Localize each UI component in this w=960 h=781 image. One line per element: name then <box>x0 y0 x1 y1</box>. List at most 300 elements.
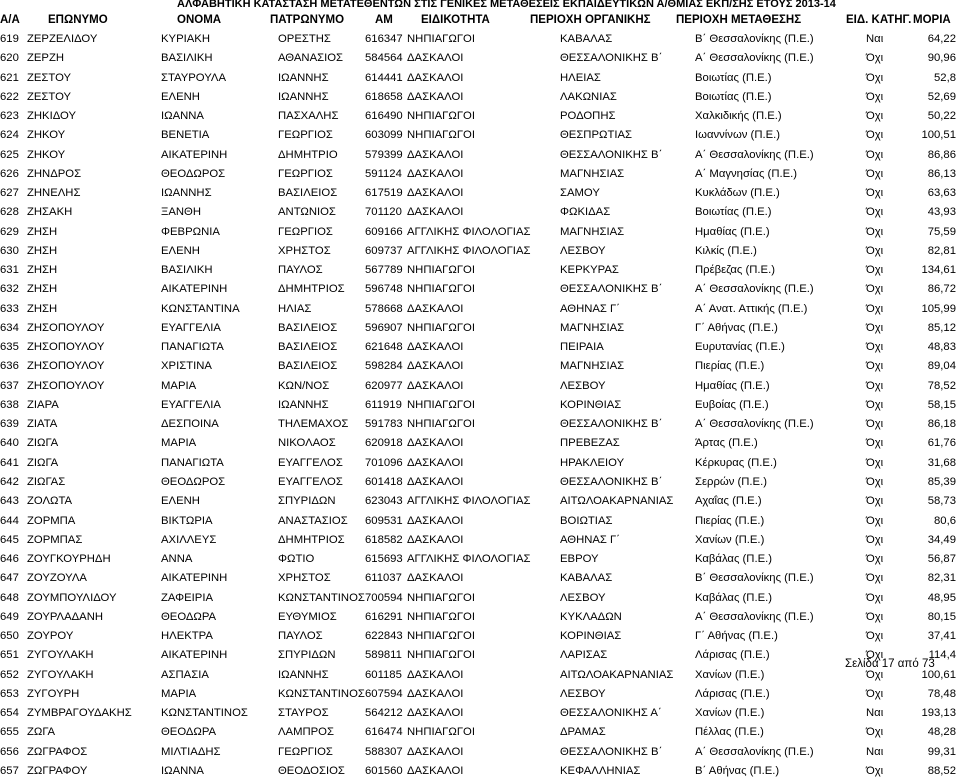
cell-no: 647 <box>0 572 19 585</box>
column-header-aa: Α/Α <box>0 14 20 26</box>
cell-score: 82,81 <box>927 244 956 257</box>
cell-no: 652 <box>0 668 19 681</box>
cell-cat: Ναι <box>866 707 884 720</box>
cell-last: ΖΕΣΤΟΥ <box>27 90 72 103</box>
cell-org: ΦΩΚΙΔΑΣ <box>560 206 611 219</box>
page-number: Σελίδα 17 από 73 <box>845 658 935 670</box>
cell-first: ΜΑΡΙΑ <box>161 379 197 392</box>
cell-cat: Όχι <box>866 553 884 566</box>
cell-last: ΖΙΩΓΑΣ <box>27 475 66 488</box>
cell-score: 88,52 <box>927 764 956 777</box>
cell-last: ΖΗΣΑΚΗ <box>27 206 73 219</box>
cell-spec: ΔΑΣΚΑΛΟΙ <box>407 745 464 758</box>
cell-no: 626 <box>0 167 19 180</box>
cell-father: ΣΠΥΡΙΔΩΝ <box>278 495 336 508</box>
cell-father: ΙΩΑΝΝΗΣ <box>278 90 329 103</box>
table-row <box>0 608 960 627</box>
cell-trans: Χαλκιδικής (Π.Ε.) <box>695 110 782 123</box>
cell-trans: Ευβοίας (Π.Ε.) <box>695 398 769 411</box>
cell-trans: Πιερίας (Π.Ε.) <box>695 360 765 373</box>
cell-trans: Ημαθίας (Π.Ε.) <box>695 225 770 238</box>
cell-score: 99,31 <box>927 745 956 758</box>
cell-father: ΕΥΘΥΜΙΟΣ <box>278 610 337 623</box>
cell-spec: ΔΑΣΚΑΛΟΙ <box>407 90 464 103</box>
cell-cat: Όχι <box>866 572 884 585</box>
cell-father: ΠΑΣΧΑΛΗΣ <box>278 110 339 123</box>
table-row <box>0 666 960 685</box>
cell-am: 616474 <box>365 726 403 739</box>
cell-am: 564212 <box>365 707 403 720</box>
cell-first: ΒΙΚΤΩΡΙΑ <box>161 514 213 527</box>
table-row <box>0 685 960 704</box>
cell-last: ΖΗΣΟΠΟΥΛΟΥ <box>27 341 105 354</box>
cell-cat: Όχι <box>866 148 884 161</box>
cell-cat: Όχι <box>866 456 884 469</box>
cell-last: ΖΙΩΓΑ <box>27 437 59 450</box>
cell-first: ΖΑΦΕΙΡΙΑ <box>161 591 214 604</box>
cell-trans: Βοιωτίας (Π.Ε.) <box>695 90 772 103</box>
table-row <box>0 492 960 511</box>
cell-score: 75,59 <box>927 225 956 238</box>
cell-score: 100,61 <box>921 668 956 681</box>
cell-no: 646 <box>0 553 19 566</box>
cell-no: 619 <box>0 33 19 45</box>
cell-spec: ΔΑΣΚΑΛΟΙ <box>407 52 464 65</box>
cell-last: ΖΗΝΔΡΟΣ <box>27 167 82 180</box>
cell-first: ΒΑΣΙΛΙΚΗ <box>161 52 213 65</box>
cell-father: ΣΠΥΡΙΔΩΝ <box>278 649 336 662</box>
cell-first: ΣΤΑΥΡΟΥΛΑ <box>161 71 227 84</box>
cell-spec: ΔΑΣΚΑΛΟΙ <box>407 379 464 392</box>
cell-first: ΘΕΟΔΩΡΟΣ <box>161 167 226 180</box>
cell-spec: ΑΓΓΛΙΚΗΣ ΦΙΛΟΛΟΓΙΑΣ <box>407 244 531 257</box>
cell-first: ΑΙΚΑΤΕΡΙΝΗ <box>161 572 228 585</box>
cell-spec: ΔΑΣΚΑΛΟΙ <box>407 687 464 700</box>
cell-am: 620918 <box>365 437 403 450</box>
cell-org: ΕΒΡΟΥ <box>560 553 599 566</box>
cell-score: 82,31 <box>927 572 956 585</box>
cell-spec: ΝΗΠΙΑΓΩΓΟΙ <box>407 321 475 334</box>
cell-score: 58,73 <box>927 495 956 508</box>
cell-first: ΘΕΟΔΩΡΟΣ <box>161 475 226 488</box>
cell-spec: ΔΑΣΚΑΛΟΙ <box>407 360 464 373</box>
cell-cat: Όχι <box>866 52 884 65</box>
cell-first: ΕΛΕΝΗ <box>161 90 200 103</box>
cell-am: 588307 <box>365 745 403 758</box>
cell-last: ΖΟΥΓΚΟΥΡΗΔΗ <box>27 553 111 566</box>
cell-father: ΔΗΜΗΤΡΙΟ <box>278 148 338 161</box>
cell-org: ΔΡΑΜΑΣ <box>560 726 606 739</box>
cell-father: ΕΥΑΓΓΕΛΟΣ <box>278 475 343 488</box>
cell-spec: ΝΗΠΙΑΓΩΓΟΙ <box>407 630 475 643</box>
cell-org: ΑΙΤΩΛΟΑΚΑΡΝΑΝΙΑΣ <box>560 495 674 508</box>
cell-father: ΓΕΩΡΓΙΟΣ <box>278 167 333 180</box>
cell-trans: Χανίων (Π.Ε.) <box>695 533 765 546</box>
cell-score: 50,22 <box>927 110 956 123</box>
cell-org: ΗΛΕΙΑΣ <box>560 71 601 84</box>
cell-score: 56,87 <box>927 553 956 566</box>
cell-no: 655 <box>0 726 19 739</box>
cell-score: 78,48 <box>927 687 956 700</box>
cell-spec: ΔΑΣΚΑΛΟΙ <box>407 475 464 488</box>
cell-cat: Όχι <box>866 687 884 700</box>
cell-score: 63,63 <box>927 187 956 200</box>
cell-first: ΘΕΟΔΩΡΑ <box>161 726 217 739</box>
cell-no: 633 <box>0 302 19 315</box>
cell-first: ΚΥΡΙΑΚΗ <box>161 33 210 45</box>
cell-father: ΣΤΑΥΡΟΣ <box>278 707 329 720</box>
cell-first: ΙΩΑΝΝΑ <box>161 110 204 123</box>
cell-last: ΖΗΚΟΥ <box>27 129 66 142</box>
cell-trans: Λάρισας (Π.Ε.) <box>695 649 770 662</box>
cell-cat: Όχι <box>866 341 884 354</box>
cell-first: ΜΑΡΙΑ <box>161 437 197 450</box>
cell-no: 639 <box>0 418 19 431</box>
table-row <box>0 242 960 261</box>
cell-trans: Β΄ Θεσσαλονίκης (Π.Ε.) <box>695 572 814 585</box>
cell-org: ΘΕΣΣΑΛΟΝΙΚΗΣ Α΄ <box>560 707 662 720</box>
cell-am: 609166 <box>365 225 403 238</box>
cell-father: ΒΑΣΙΛΕΙΟΣ <box>278 321 338 334</box>
column-header-name: ΟΝΟΜΑ <box>177 14 222 26</box>
cell-no: 625 <box>0 148 19 161</box>
table-row <box>0 357 960 376</box>
cell-spec: ΝΗΠΙΑΓΩΓΟΙ <box>407 418 475 431</box>
cell-cat: Όχι <box>866 225 884 238</box>
cell-father: ΟΡΕΣΤΗΣ <box>278 33 331 45</box>
cell-no: 636 <box>0 360 19 373</box>
cell-father: ΑΘΑΝΑΣΙΟΣ <box>278 52 344 65</box>
table-row <box>0 30 960 49</box>
cell-org: ΠΡΕΒΕΖΑΣ <box>560 437 620 450</box>
cell-cat: Όχι <box>866 726 884 739</box>
cell-score: 34,49 <box>927 533 956 546</box>
cell-cat: Όχι <box>866 379 884 392</box>
column-header-points: ΜΟΡΙΑ <box>913 14 951 26</box>
cell-last: ΖΩΓΡΑΦΟΣ <box>27 745 88 758</box>
cell-cat: Όχι <box>866 302 884 315</box>
table-row <box>0 88 960 107</box>
cell-am: 607594 <box>365 687 403 700</box>
cell-am: 611919 <box>365 398 402 411</box>
cell-spec: ΔΑΣΚΑΛΟΙ <box>407 668 464 681</box>
table-row <box>0 126 960 145</box>
table-row <box>0 49 960 68</box>
cell-am: 589811 <box>365 649 402 662</box>
cell-org: ΚΑΒΑΛΑΣ <box>560 33 613 45</box>
cell-spec: ΝΗΠΙΑΓΩΓΟΙ <box>407 283 475 296</box>
cell-no: 656 <box>0 745 19 758</box>
table-row <box>0 165 960 184</box>
cell-last: ΖΙΩΓΑ <box>27 456 59 469</box>
cell-first: ΦΕΒΡΩΝΙΑ <box>161 225 220 238</box>
table-row <box>0 569 960 588</box>
table-row <box>0 473 960 492</box>
cell-spec: ΑΓΓΛΙΚΗΣ ΦΙΛΟΛΟΓΙΑΣ <box>407 553 531 566</box>
cell-org: ΠΕΙΡΑΙΑ <box>560 341 604 354</box>
cell-score: 31,68 <box>927 456 956 469</box>
cell-org: ΚΑΒΑΛΑΣ <box>560 572 613 585</box>
cell-am: 611037 <box>365 572 402 585</box>
cell-first: ΕΛΕΝΗ <box>161 495 200 508</box>
cell-score: 48,28 <box>927 726 956 739</box>
cell-org: ΚΕΦΑΛΛΗΝΙΑΣ <box>560 764 641 777</box>
cell-org: ΑΘΗΝΑΣ Γ΄ <box>560 533 621 546</box>
cell-no: 627 <box>0 187 19 200</box>
cell-trans: Β΄ Θεσσαλονίκης (Π.Ε.) <box>695 33 814 45</box>
cell-cat: Όχι <box>866 90 884 103</box>
table-row <box>0 300 960 319</box>
table-row <box>0 415 960 434</box>
table-row <box>0 107 960 126</box>
column-header-origin-region: ΠΕΡΙΟΧΗ ΟΡΓΑΝΙΚΗΣ <box>530 14 651 26</box>
cell-last: ΖΗΣΗ <box>27 225 58 238</box>
column-header-surname: ΕΠΩΝΥΜΟ <box>48 14 108 26</box>
cell-trans: Κυκλάδων (Π.Ε.) <box>695 187 780 200</box>
table-row <box>0 396 960 415</box>
cell-org: ΛΑΚΩΝΙΑΣ <box>560 90 617 103</box>
table-row <box>0 280 960 299</box>
cell-trans: Πιερίας (Π.Ε.) <box>695 514 765 527</box>
cell-cat: Όχι <box>866 668 884 681</box>
cell-score: 89,04 <box>927 360 956 373</box>
cell-cat: Όχι <box>866 630 884 643</box>
cell-no: 651 <box>0 649 19 662</box>
cell-spec: ΔΑΣΚΑΛΟΙ <box>407 167 464 180</box>
cell-trans: Βοιωτίας (Π.Ε.) <box>695 71 772 84</box>
cell-am: 701120 <box>365 206 402 219</box>
cell-spec: ΝΗΠΙΑΓΩΓΟΙ <box>407 129 475 142</box>
cell-am: 603099 <box>365 129 403 142</box>
cell-no: 621 <box>0 71 19 84</box>
cell-org: ΘΕΣΠΡΩΤΙΑΣ <box>560 129 633 142</box>
cell-last: ΖΟΡΜΠΑ <box>27 514 76 527</box>
cell-trans: Α΄ Θεσσαλονίκης (Π.Ε.) <box>695 52 814 65</box>
cell-am: 616490 <box>365 110 403 123</box>
cell-cat: Όχι <box>866 187 884 200</box>
cell-score: 114,4 <box>928 649 956 662</box>
cell-org: ΚΟΡΙΝΘΙΑΣ <box>560 630 622 643</box>
cell-last: ΖΩΓΡΑΦΟΥ <box>27 764 88 777</box>
cell-last: ΖΕΡΖΕΛΙΔΟΥ <box>27 33 98 45</box>
cell-no: 630 <box>0 244 19 257</box>
cell-no: 632 <box>0 283 19 296</box>
cell-no: 623 <box>0 110 19 123</box>
cell-spec: ΝΗΠΙΑΓΩΓΟΙ <box>407 591 475 604</box>
cell-spec: ΔΑΣΚΑΛΟΙ <box>407 707 464 720</box>
cell-score: 86,18 <box>927 418 956 431</box>
cell-trans: Γ΄ Αθήνας (Π.Ε.) <box>695 321 778 334</box>
cell-last: ΖΗΚΟΥ <box>27 148 66 161</box>
cell-am: 596907 <box>365 321 403 334</box>
cell-score: 86,13 <box>927 167 956 180</box>
cell-last: ΖΥΓΟΥΛΑΚΗ <box>27 649 94 662</box>
cell-score: 80,6 <box>934 514 956 527</box>
cell-cat: Όχι <box>866 610 884 623</box>
cell-am: 621648 <box>365 341 403 354</box>
cell-last: ΖΥΓΟΥΛΑΚΗ <box>27 668 94 681</box>
cell-score: 43,93 <box>927 206 956 219</box>
cell-am: 609737 <box>365 244 403 257</box>
cell-first: ΑΙΚΑΤΕΡΙΝΗ <box>161 148 228 161</box>
cell-org: ΘΕΣΣΑΛΟΝΙΚΗΣ Β΄ <box>560 52 663 65</box>
table-row <box>0 743 960 762</box>
cell-org: ΛΕΣΒΟΥ <box>560 591 606 604</box>
cell-cat: Όχι <box>866 71 884 84</box>
cell-spec: ΝΗΠΙΑΓΩΓΟΙ <box>407 264 475 277</box>
cell-spec: ΔΑΣΚΑΛΟΙ <box>407 456 464 469</box>
cell-no: 635 <box>0 341 19 354</box>
cell-no: 634 <box>0 321 19 334</box>
cell-cat: Όχι <box>866 495 884 508</box>
cell-father: ΒΑΣΙΛΕΙΟΣ <box>278 341 338 354</box>
table-row <box>0 762 960 781</box>
cell-first: ΗΛΕΚΤΡΑ <box>161 630 213 643</box>
cell-score: 86,72 <box>927 283 956 296</box>
cell-score: 58,15 <box>927 398 956 411</box>
cell-am: 578668 <box>365 302 403 315</box>
cell-father: ΑΝΤΩΝΙΟΣ <box>278 206 336 219</box>
cell-cat: Όχι <box>866 110 884 123</box>
cell-am: 601418 <box>365 475 403 488</box>
cell-am: 579399 <box>365 148 403 161</box>
cell-first: ΑΙΚΑΤΕΡΙΝΗ <box>161 649 228 662</box>
cell-first: ΘΕΟΔΩΡΑ <box>161 610 217 623</box>
cell-trans: Λάρισας (Π.Ε.) <box>695 687 770 700</box>
cell-cat: Όχι <box>866 167 884 180</box>
cell-am: 623043 <box>365 495 403 508</box>
cell-first: ΙΩΑΝΝΑ <box>161 764 204 777</box>
table-row <box>0 550 960 569</box>
cell-org: ΘΕΣΣΑΛΟΝΙΚΗΣ Β΄ <box>560 283 663 296</box>
cell-am: 620977 <box>365 379 403 392</box>
cell-org: ΛΑΡΙΣΑΣ <box>560 649 608 662</box>
cell-score: 86,86 <box>927 148 956 161</box>
cell-no: 654 <box>0 707 19 720</box>
table-row <box>0 454 960 473</box>
cell-trans: Α΄ Μαγνησίας (Π.Ε.) <box>695 167 798 180</box>
column-header-special-category: ΕΙΔ. ΚΑΤΗΓ. <box>846 14 912 26</box>
cell-last: ΖΗΚΙΔΟΥ <box>27 110 76 123</box>
cell-am: 591124 <box>365 167 402 180</box>
cell-trans: Α΄ Θεσσαλονίκης (Π.Ε.) <box>695 418 814 431</box>
cell-org: ΘΕΣΣΑΛΟΝΙΚΗΣ Β΄ <box>560 745 663 758</box>
cell-last: ΖΗΣΗ <box>27 264 58 277</box>
cell-father: ΗΛΙΑΣ <box>278 302 312 315</box>
column-header-transfer-region: ΠΕΡΙΟΧΗ ΜΕΤΑΘΕΣΗΣ <box>676 14 802 26</box>
cell-cat: Όχι <box>866 591 884 604</box>
cell-spec: ΑΓΓΛΙΚΗΣ ΦΙΛΟΛΟΓΙΑΣ <box>407 495 531 508</box>
cell-am: 609531 <box>365 514 403 527</box>
cell-score: 134,61 <box>921 264 956 277</box>
cell-first: ΒΑΣΙΛΙΚΗ <box>161 264 213 277</box>
cell-last: ΖΟΥΡΟΥ <box>27 630 74 643</box>
cell-org: ΑΘΗΝΑΣ Γ΄ <box>560 302 621 315</box>
cell-spec: ΔΑΣΚΑΛΟΙ <box>407 302 464 315</box>
column-header-father-name: ΠΑΤΡΩΝΥΜΟ <box>270 14 345 26</box>
cell-no: 640 <box>0 437 19 450</box>
cell-father: ΙΩΑΝΝΗΣ <box>278 71 329 84</box>
cell-last: ΖΟΛΩΤΑ <box>27 495 73 508</box>
cell-am: 617519 <box>365 187 403 200</box>
cell-father: ΓΕΩΡΓΙΟΣ <box>278 225 333 238</box>
cell-score: 37,41 <box>927 630 956 643</box>
document-title: ΑΛΦΑΒΗΤΙΚΗ ΚΑΤΑΣΤΑΣΗ ΜΕΤΑΤΕΘΕΝΤΩΝ ΣΤΙΣ ΓΕΝΙΚΕΣ ΜΕΤΑΘΕΣΕΙΣ ΕΚΠΑΙΔΕΥΤΙΚΩΝ Α/ΘΜΙΑΣ ΕΚΠ/ΣΗΣ ΕΤΟΥΣ 2013-14 <box>177 0 836 10</box>
cell-am: 601560 <box>365 764 403 777</box>
cell-first: ΠΑΝΑΓΙΩΤΑ <box>161 456 224 469</box>
cell-first: ΕΥΑΓΓΕΛΙΑ <box>161 398 221 411</box>
cell-cat: Όχι <box>866 475 884 488</box>
table-row <box>0 512 960 531</box>
cell-am: 615693 <box>365 553 403 566</box>
cell-org: ΣΑΜΟΥ <box>560 187 600 200</box>
cell-father: ΘΕΟΔΟΣΙΟΣ <box>278 764 345 777</box>
cell-first: ΑΙΚΑΤΕΡΙΝΗ <box>161 283 228 296</box>
cell-first: ΚΩΝΣΤΑΝΤΙΝΑ <box>161 302 240 315</box>
cell-am: 701096 <box>365 456 403 469</box>
cell-cat: Όχι <box>866 764 884 777</box>
cell-cat: Όχι <box>866 649 884 662</box>
table-row <box>0 704 960 723</box>
table-row <box>0 203 960 222</box>
cell-org: ΚΕΡΚΥΡΑΣ <box>560 264 619 277</box>
cell-trans: Χανίων (Π.Ε.) <box>695 668 765 681</box>
cell-trans: Καβάλας (Π.Ε.) <box>695 553 773 566</box>
cell-org: ΛΕΣΒΟΥ <box>560 379 606 392</box>
cell-am: 700594 <box>365 591 403 604</box>
cell-father: ΓΕΩΡΓΙΟΣ <box>278 129 333 142</box>
cell-trans: Αχαΐας (Π.Ε.) <box>695 495 762 508</box>
cell-trans: Κιλκίς (Π.Ε.) <box>695 244 757 257</box>
cell-org: ΒΟΙΩΤΙΑΣ <box>560 514 613 527</box>
cell-last: ΖΟΥΖΟΥΛΑ <box>27 572 87 585</box>
table-row <box>0 319 960 338</box>
cell-last: ΖΗΣΗ <box>27 302 58 315</box>
cell-trans: Α΄ Θεσσαλονίκης (Π.Ε.) <box>695 283 814 296</box>
cell-spec: ΔΑΣΚΑΛΟΙ <box>407 206 464 219</box>
cell-score: 78,52 <box>927 379 956 392</box>
cell-cat: Όχι <box>866 360 884 373</box>
cell-spec: ΔΑΣΚΑΛΟΙ <box>407 341 464 354</box>
cell-first: ΒΕΝΕΤΙΑ <box>161 129 210 142</box>
cell-last: ΖΗΣΟΠΟΥΛΟΥ <box>27 379 105 392</box>
cell-last: ΖΟΥΡΛΑΔΑΝΗ <box>27 610 104 623</box>
cell-cat: Όχι <box>866 437 884 450</box>
cell-score: 90,96 <box>927 52 956 65</box>
cell-spec: ΑΓΓΛΙΚΗΣ ΦΙΛΟΛΟΓΙΑΣ <box>407 225 531 238</box>
table-row <box>0 434 960 453</box>
cell-trans: Α΄ Θεσσαλονίκης (Π.Ε.) <box>695 610 814 623</box>
cell-last: ΖΗΣΗ <box>27 244 58 257</box>
cell-no: 622 <box>0 90 19 103</box>
cell-score: 193,13 <box>921 707 956 720</box>
cell-first: ΕΥΑΓΓΕΛΙΑ <box>161 321 221 334</box>
cell-no: 624 <box>0 129 19 142</box>
cell-trans: Σερρών (Π.Ε.) <box>695 475 767 488</box>
cell-spec: ΔΑΣΚΑΛΟΙ <box>407 514 464 527</box>
cell-last: ΖΕΡΖΗ <box>27 52 65 65</box>
cell-first: ΞΑΝΘΗ <box>161 206 201 219</box>
cell-father: ΔΗΜΗΤΡΙΟΣ <box>278 533 345 546</box>
cell-father: ΛΑΜΠΡΟΣ <box>278 726 334 739</box>
cell-father: ΧΡΗΣΤΟΣ <box>278 572 331 585</box>
cell-org: ΚΥΚΛΑΔΩΝ <box>560 610 622 623</box>
cell-father: ΒΑΣΙΛΕΙΟΣ <box>278 360 338 373</box>
cell-org: ΘΕΣΣΑΛΟΝΙΚΗΣ Β΄ <box>560 418 663 431</box>
cell-org: ΗΡΑΚΛΕΙΟΥ <box>560 456 625 469</box>
cell-trans: Ημαθίας (Π.Ε.) <box>695 379 770 392</box>
cell-am: 622843 <box>365 630 403 643</box>
